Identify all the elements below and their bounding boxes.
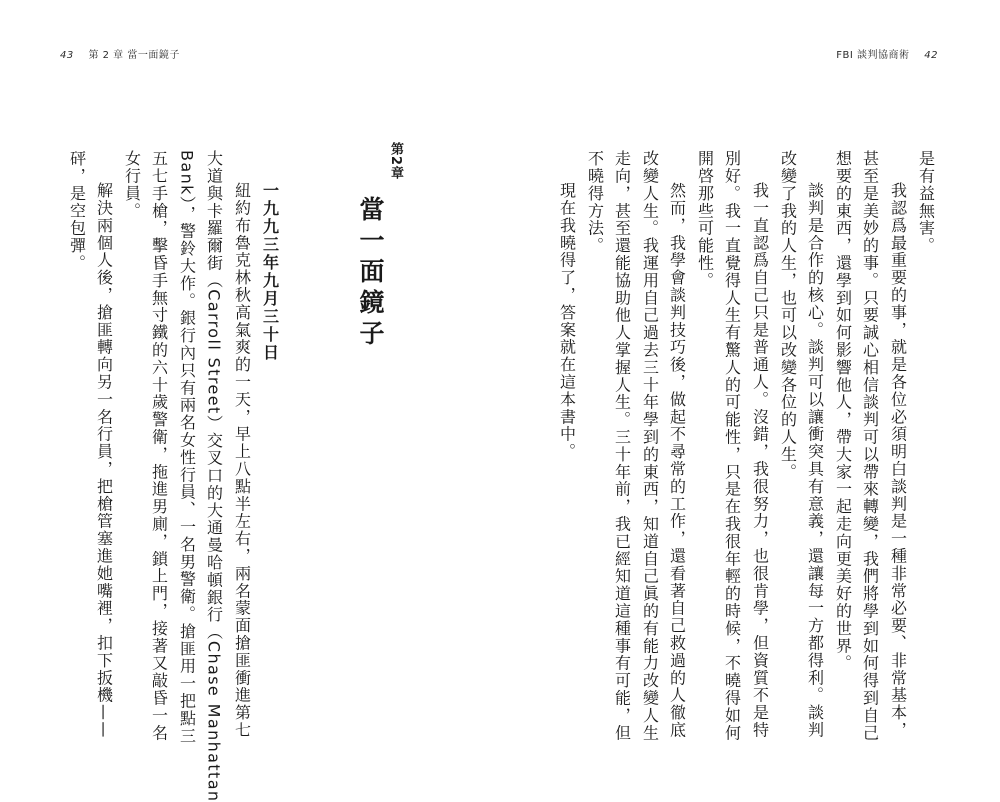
text-column: 改變了我的人生，也可以改變各位的人生。 [778, 150, 798, 481]
text-column: 是有益無害。 [916, 150, 936, 255]
chapter-running-title: 第 2 章 當一面鏡子 [88, 50, 180, 61]
book-running-title: FBI 談判協商術 [836, 50, 910, 61]
date-heading: 一九九三年九月三十日 [260, 182, 280, 362]
text-column: 談判是合作的核心。談判可以讓衝突具有意義，還讓每一方都得利。談判 [805, 182, 825, 739]
text-column: 砰，是空包彈。 [67, 150, 87, 272]
chapter-label: 第2章 [388, 142, 403, 181]
page-number-right: 42 [924, 50, 938, 61]
text-column: 走向，甚至還能協助他人掌握人生。三十年前，我已經知道這種事有可能，但 [612, 150, 632, 742]
text-column: 現在我曉得了，答案就在這本書中。 [557, 182, 577, 461]
text-column: 紐約布魯克林秋高氣爽的一天，早上八點半左右，兩名蒙面搶匪衝進第七 [232, 182, 252, 739]
text-column: 甚至是美妙的事。只要誠心相信談判可以帶來轉變，我們將學到如何得到自己 [860, 150, 880, 742]
text-column: 然而，我學會談判技巧後，做起不尋常的工作，還看著自己救過的人徹底 [667, 182, 687, 739]
text-column: 別好。我一直覺得人生有驚人的可能性，只是在我很年輕的時候，不曉得如何 [722, 150, 742, 742]
text-column: 女行員。 [122, 150, 142, 220]
text-column: 大道與卡羅爾街（Carroll Street）交叉口的大通曼哈頓銀行（Chase Manhattan [204, 150, 224, 802]
chapter-title: 當一面鏡子 [356, 196, 385, 351]
running-head-left [60, 46, 180, 61]
page-number-left: 43 [60, 50, 74, 61]
text-column: 我一直認爲自己只是普通人。沒錯，我很努力，也很肯學，但資質不是特 [750, 182, 770, 739]
text-column: 我認爲最重要的事，就是各位必須明白談判是一種非常必要、非常基本， [888, 182, 908, 739]
text-column: 開啓那些可能性。 [695, 150, 715, 290]
text-column: 改變人生。我運用自己過去三十年學到的東西，知道自己眞的有能力改變人生 [640, 150, 660, 742]
text-column: 想要的東西，還學到如何影響他人，帶大家一起走向更美好的世界。 [833, 150, 853, 672]
text-column: Bank），警鈴大作。銀行內只有兩名女性行員、一名男警衛。搶匪用一把點三 [177, 150, 197, 745]
text-column: 不曉得方法。 [585, 150, 605, 255]
running-head-right [836, 46, 938, 61]
text-column: 解決兩個人後，搶匪轉向另一名行員，把槍管塞進她嘴裡，扣下扳機—— [94, 182, 114, 739]
text-column: 五七手槍，擊昏手無寸鐵的六十歲警衛，拖進男廁，鎖上門，接著又敲昏一名 [149, 150, 169, 742]
